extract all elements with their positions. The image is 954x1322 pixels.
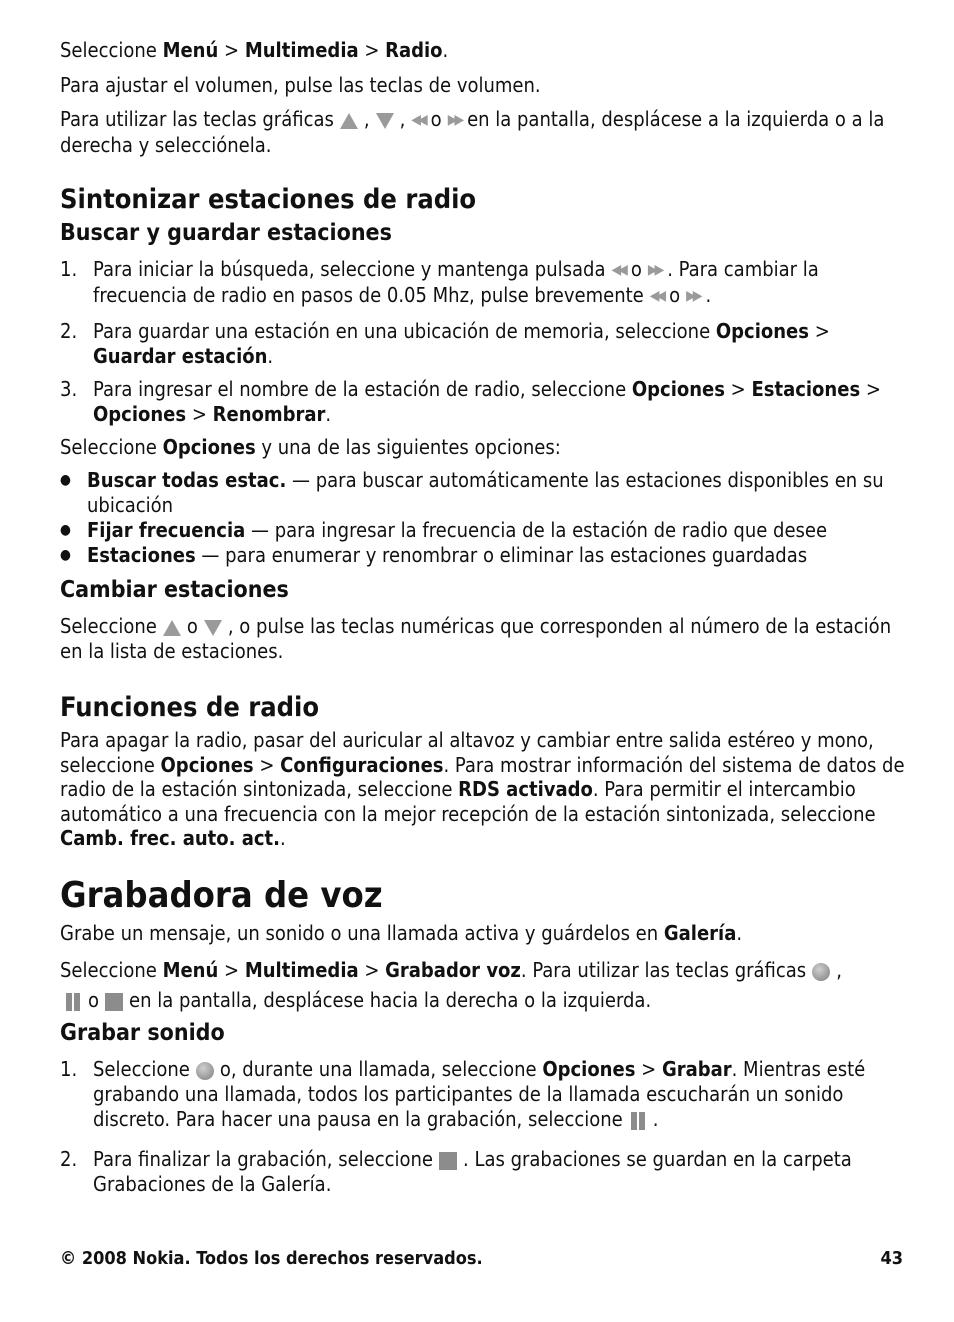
section-heading: Funciones de radio — [60, 692, 320, 723]
intro-volume: Para ajustar el volumen, pulse las teclas de volumen. — [60, 73, 541, 97]
rewind-icon: ◀◀ — [611, 262, 625, 278]
pause-icon — [629, 1112, 647, 1130]
list-item: 2. Para finalizar la grabación, seleccione . Las grabaciones se guardan en la carpeta Grabaciones de la Galería. — [60, 1147, 852, 1196]
rewind-icon: ◀◀ — [411, 112, 425, 128]
rewind-icon: ◀◀ — [649, 288, 664, 304]
forward-icon: ▶▶ — [447, 112, 462, 128]
copyright-text: © 2008 Nokia. Todos los derechos reservados. — [60, 1248, 483, 1269]
bullet-item: ● Estaciones — para enumerar y renombrar o eliminar las estaciones guardadas — [60, 543, 808, 567]
subsection-heading: Buscar y guardar estaciones — [60, 220, 392, 246]
stop-icon — [439, 1152, 457, 1170]
cambiar-text: Seleccione o , o pulse las teclas numéricas que corresponden al número de la estación en la lista de estaciones. — [60, 614, 892, 663]
subsection-heading: Grabar sonido — [60, 1020, 225, 1046]
page-footer — [60, 1248, 903, 1269]
list-item: 3. Para ingresar el nombre de la estación de radio, seleccione Opciones > Estaciones > Opciones > Renombrar. — [60, 377, 881, 426]
list-item: 1. Para iniciar la búsqueda, seleccione y mantenga pulsada ◀◀ o ▶▶ . Para cambiar la frecuencia de radio en pasos de 0.05 Mhz, pulse brevemente ◀◀ o ▶▶ . — [60, 257, 819, 307]
grabadora-path: Seleccione Menú > Multimedia > Grabador voz. Para utilizar las teclas gráficas , o en la pantalla, desplácese hacia la derecha o la izquierda. — [60, 958, 842, 1012]
record-icon — [812, 963, 830, 981]
list-item: 1. Seleccione o, durante una llamada, seleccione Opciones > Grabar. Mientras esté grabando una llamada, todos los participantes de la llamada escucharán un sonido discreto. Para hacer una pausa en la grabación, seleccione . — [60, 1057, 866, 1131]
up-arrow-icon — [340, 113, 358, 129]
bullet-item: ● Buscar todas estac. — para buscar automáticamente las estaciones disponibles en su ubicación — [60, 468, 884, 517]
intro-keys: Para utilizar las teclas gráficas , , ◀◀ o ▶▶ en la pantalla, desplácese a la izquierda o a la derecha y selecciónela. — [60, 107, 885, 157]
bullet-item: ● Fijar frecuencia — para ingresar la frecuencia de la estación de radio que desee — [60, 518, 828, 542]
funciones-text: Para apagar la radio, pasar del auricular al altavoz y cambiar entre salida estéreo y mono, seleccione Opciones > Configuraciones. Para mostrar información del sistema de datos de radio de la estación sintonizada, seleccione RDS activado. Para permitir el intercambio automático a una frecuencia con la mejor recepción de la estación sintonizada, seleccione Camb. frec. auto. act.. — [60, 728, 905, 850]
subsection-heading: Cambiar estaciones — [60, 577, 289, 603]
page-title: Grabadora de voz — [60, 875, 383, 916]
page-number: 43 — [880, 1248, 903, 1269]
down-arrow-icon — [376, 113, 394, 129]
record-icon — [196, 1062, 214, 1080]
forward-icon: ▶▶ — [647, 262, 662, 278]
forward-icon: ▶▶ — [686, 288, 700, 304]
stop-icon — [105, 993, 123, 1011]
up-arrow-icon — [163, 620, 181, 636]
intro-path: Seleccione Menú > Multimedia > Radio. — [60, 38, 449, 62]
section-heading: Sintonizar estaciones de radio — [60, 184, 477, 215]
list-item: 2. Para guardar una estación en una ubicación de memoria, seleccione Opciones > Guardar estación. — [60, 319, 830, 368]
grabadora-intro: Grabe un mensaje, un sonido o una llamada activa y guárdelos en Galería. — [60, 921, 743, 945]
pause-icon — [64, 993, 82, 1011]
down-arrow-icon — [204, 620, 222, 636]
options-intro: Seleccione Opciones y una de las siguientes opciones: — [60, 435, 561, 459]
